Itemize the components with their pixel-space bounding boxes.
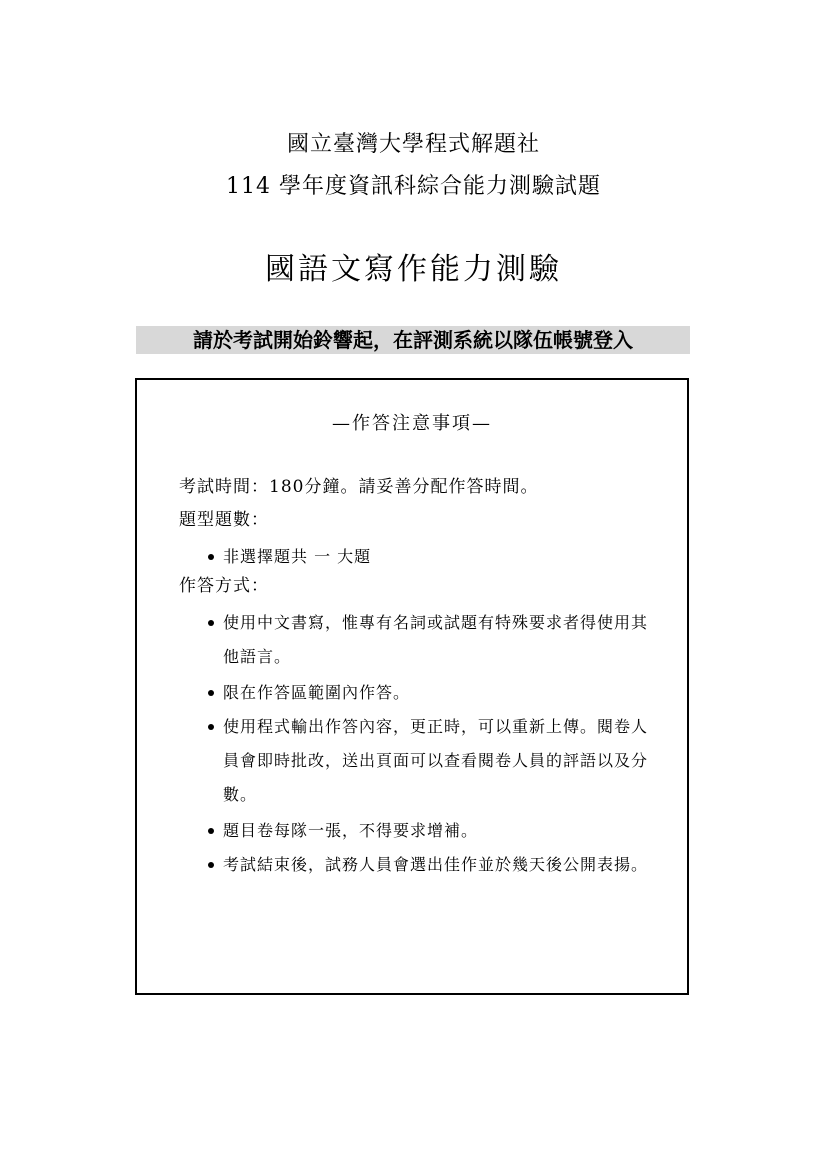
exam-notice-box xyxy=(135,378,689,995)
method-item-text: 使用中文書寫，惟專有名詞或試題有特殊要求者得使用其他語言。 xyxy=(223,613,649,666)
list-item xyxy=(223,540,643,574)
bullet-icon xyxy=(208,724,214,730)
method-item-text: 題目卷每隊一張，不得要求增補。 xyxy=(223,821,479,840)
exam-time-line: 考試時間：180分鐘。請妥善分配作答時間。 xyxy=(179,477,539,497)
exam-title: 114 學年度資訊科綜合能力測驗試題 xyxy=(226,174,601,199)
method-item-text: 使用程式輸出作答內容，更正時，可以重新上傳。閱卷人員會即時批改，送出頁面可以查看閱卷人員的評語以及分數。 xyxy=(223,717,649,804)
list-item xyxy=(223,848,663,882)
list-item xyxy=(223,606,663,674)
notice-title: —作答注意事項— xyxy=(332,413,492,434)
method-item-text: 考試結束後，試務人員會選出佳作並於幾天後公開表揚。 xyxy=(223,855,649,874)
bullet-icon xyxy=(208,862,214,868)
bullet-icon xyxy=(208,620,214,626)
answer-method-label: 作答方式： xyxy=(179,576,269,596)
subject-title: 國語文寫作能力測驗 xyxy=(265,252,562,287)
question-type-label: 題型題數： xyxy=(179,510,269,530)
bullet-icon xyxy=(208,828,214,834)
list-item xyxy=(223,710,663,812)
question-item-text: 非選擇題共 一 大題 xyxy=(223,547,372,566)
organization-title: 國立臺灣大學程式解題社 xyxy=(286,132,540,157)
bullet-icon xyxy=(208,554,214,560)
method-item-text: 限在作答區範圍內作答。 xyxy=(223,683,411,702)
list-item xyxy=(223,676,663,710)
bullet-icon xyxy=(208,690,214,696)
list-item xyxy=(223,814,663,848)
login-instruction-banner: 請於考試開始鈴響起，在評測系統以隊伍帳號登入 xyxy=(136,326,690,354)
